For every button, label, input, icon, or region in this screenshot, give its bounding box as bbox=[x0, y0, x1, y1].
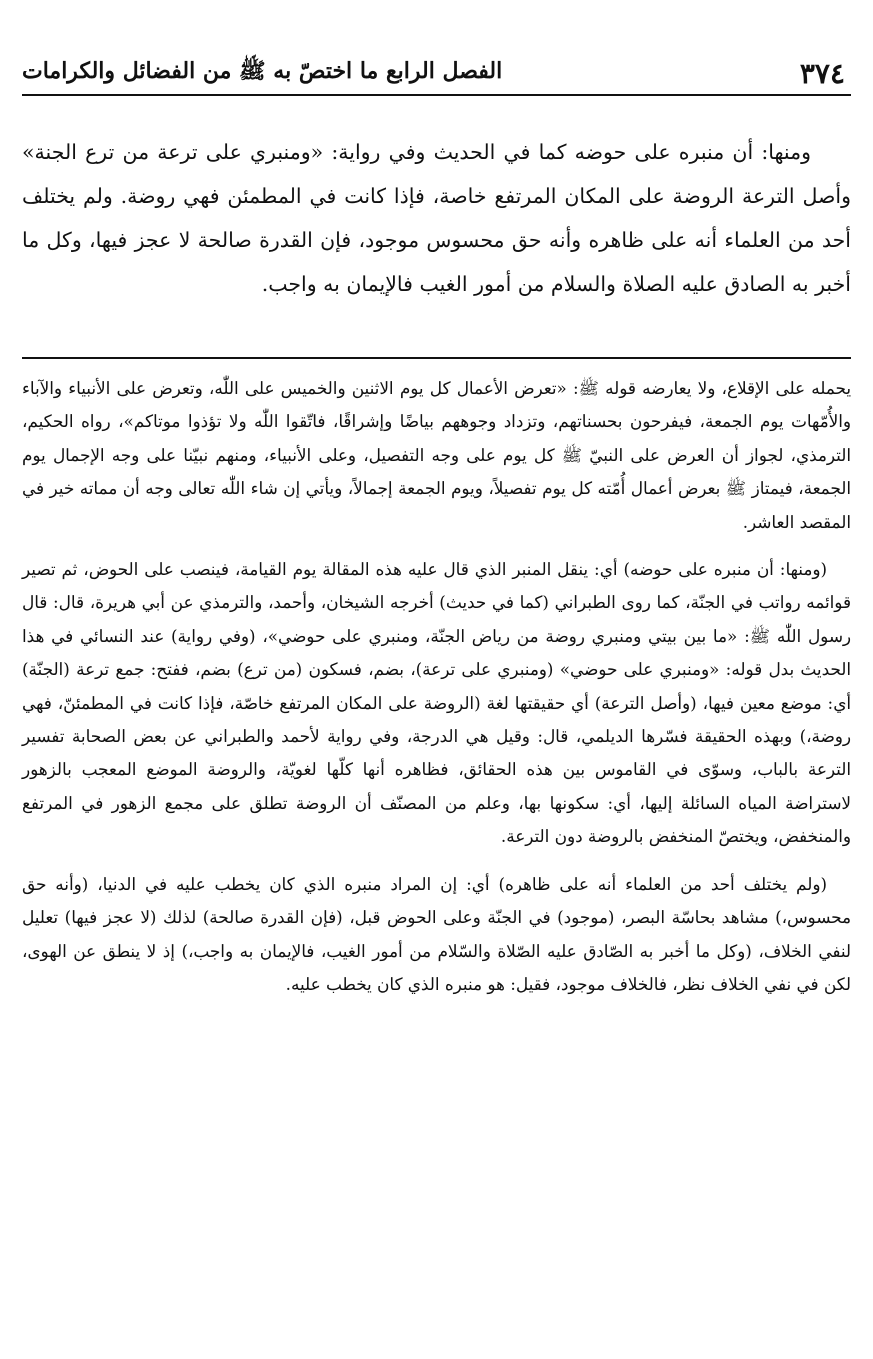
commentary-block-3: (ولم يختلف أحد من العلماء أنه على ظاهره) أي: إن المراد منبره الذي كان يخطب عليه في الدنيا، (وأنه حق محسوس،) مشاهد بحاسّة البصر، (موجود) في الجنّة وعلى الحوض قبل، (فإن القدرة صالحة) لذلك (لا عجز فيها) تعليل لنفي الخلاف، (وكل ما أخبر به الصّادق عليه الصّلاة والسّلام من أمور الغيب، فالإيمان به واجب،) إذ لا ينطق عن الهوى، لكن في نفي الخلاف نظر، فالخلاف موجود، فقيل: هو منبره الذي كان يخطب عليه. bbox=[22, 873, 851, 994]
page-header bbox=[22, 52, 851, 96]
main-paragraph: ومنها: أن منبره على حوضه كما في الحديث وفي رواية: «ومنبري على ترعة من ترع الجنة» وأصل الترعة الروضة على المكان المرتفع خاصة، فإذا كانت في المطمئن فهي روضة. ولم يختلف أحد من العلماء أنه على ظاهره وأنه حق محسوس موجود، فإن القدرة صالحة لا عجز فيها، وكل ما أخبر به الصادق عليه الصلاة والسلام من أمور الغيب فالإيمان به واجب. bbox=[22, 140, 851, 296]
commentary bbox=[22, 372, 851, 1001]
page-number: ٣٧٤ bbox=[799, 56, 845, 90]
main-text bbox=[22, 130, 851, 306]
paragraph-gap bbox=[22, 854, 851, 868]
divider-rule bbox=[22, 357, 851, 359]
commentary-block-2: (ومنها: أن منبره على حوضه) أي: ينقل المنبر الذي قال عليه هذه المقالة يوم القيامة، فينصب على الحوض، ثم تصير قوائمه رواتب في الجنّة، كما روى الطبراني (كما في حديث) أخرجه الشيخان، وأحمد، والترمذي عن أبي هريرة، قال: قال رسول اللّٰه ﷺ: «ما بين بيتي ومنبري روضة من رياض الجنّة، ومنبري على حوضي»، (وفي رواية) عند النسائي في هذا الحديث بدل قوله: «ومنبري على حوضي» (ومنبري على ترعة)، بضم، فسكون (من ترع) بضم، ففتح: جمع ترعة (الجنّة) أي: موضع معين فيها، (وأصل الترعة) أي حقيقتها لغة (الروضة على المكان المرتفع خاصّة، فإذا كانت في المطمئنّ، فهي روضة،) وبهذه الحقيقة فسّرها الديلمي، قال: وقيل هي الدرجة، وفي رواية لأحمد والطبراني عن بعض الصحابة تفسير الترعة بالباب، وسوّى في القاموس بين هذه الحقائق، فظاهره أنها كلّها لغويّة، والروضة الموضع المعجب بالزهور لاستراضة المياه السائلة إليها، أي: سكونها بها، وعلم من المصنّف أن الروضة تطلق على مجمع الزهور في المرتفع والمنخفض، ويختصّ المنخفض بالروضة دون الترعة. bbox=[22, 559, 851, 847]
running-title: الفصل الرابع ما اختصّ به ﷺ من الفضائل والكرامات bbox=[22, 58, 503, 84]
commentary-block-1: يحمله على الإقلاع، ولا يعارضه قوله ﷺ: «تعرض الأعمال كل يوم الاثنين والخميس على اللّٰه، وتعرض على الأنبياء والآباء والأُمّهات يوم الجمعة، فيفرحون بحسناتهم، وتزداد وجوههم بياضًا وإشراقًا، فاتّقوا اللّٰه ولا تؤذوا موتاكم»، رواه الحكيم، الترمذي، لجواز أن العرض على النبيّ ﷺ كل يوم على وجه التفصيل، وعلى الأنبياء، ومنهم نبيّنا على وجه الإجمال يوم الجمعة، فيمتاز ﷺ بعرض أعمال أُمّته كل يوم تفصيلاً، ويوم الجمعة إجمالاً، ويأتي إن شاء اللّٰه تعالى وجه أن مماته خير في المقصد العاشر. bbox=[22, 378, 851, 532]
paragraph-gap bbox=[22, 539, 851, 553]
